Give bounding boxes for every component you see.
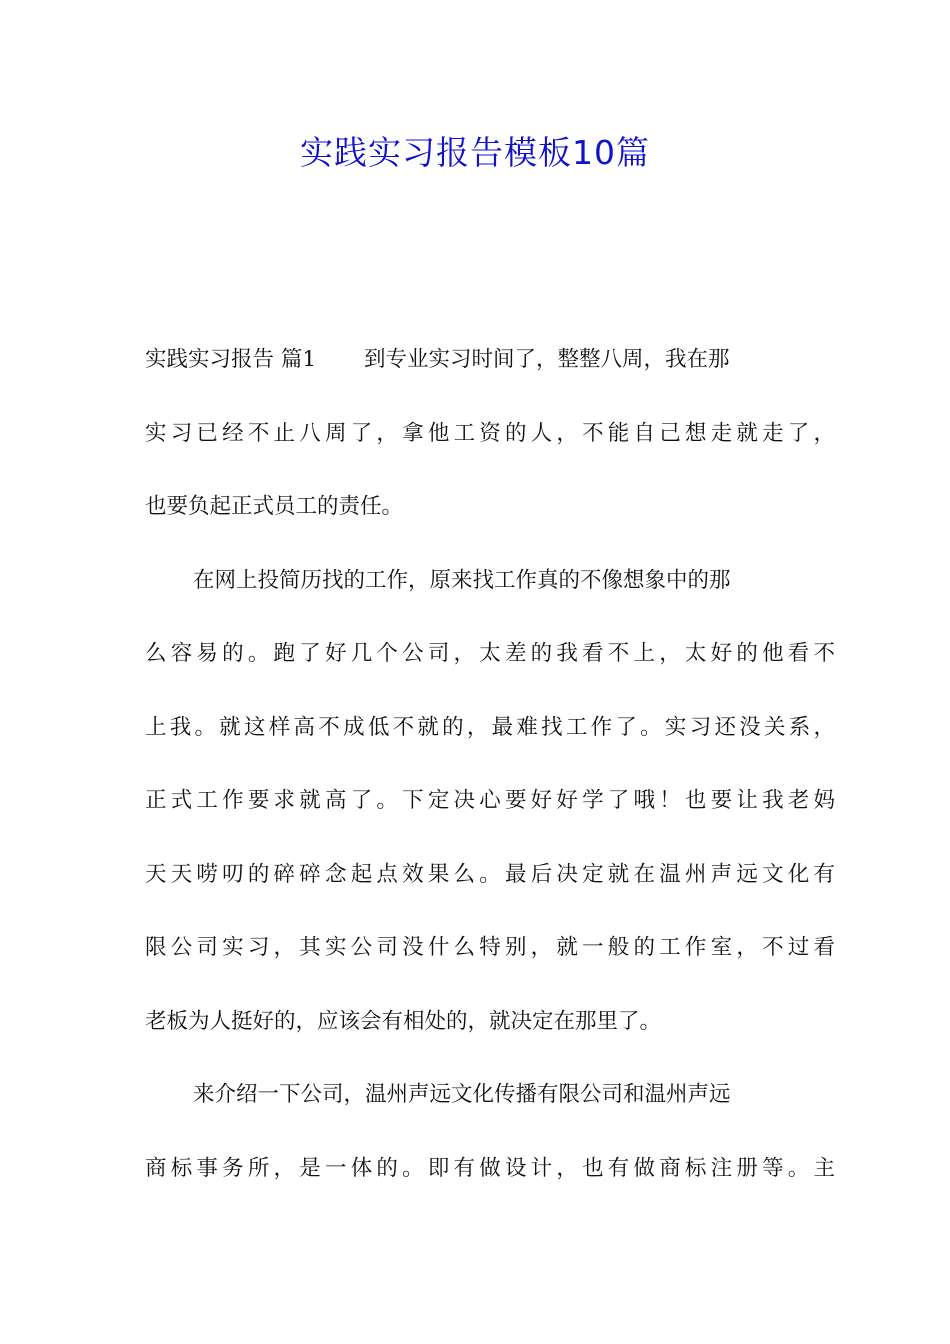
paragraph-text: 到专业实习时间了，整整八周，我在那	[364, 347, 730, 372]
paragraph-line: 也要负起正式员工的责任。	[145, 494, 404, 519]
paragraph-line: 限公司实习，其实公司没什么特别，就一般的工作室，不过看	[145, 935, 835, 960]
paragraph-line: 实习已经不止八周了，拿他工资的人，不能自己想走就走了，	[145, 420, 835, 446]
paragraph-line: 在网上投简历找的工作，原来找工作真的不像想象中的那	[193, 567, 731, 593]
document-body	[145, 336, 835, 1218]
paragraph-line: 商标事务所，是一体的。即有做设计，也有做商标注册等。主	[145, 1155, 835, 1181]
paragraph-line: 上我。就这样高不成低不就的，最难找工作了。实习还没关系，	[145, 714, 835, 740]
paragraph-line: 么容易的。跑了好几个公司，太差的我看不上，太好的他看不	[145, 641, 835, 666]
paragraph-line: 天天唠叨的碎碎念起点效果么。最后决定就在温州声远文化有	[145, 861, 835, 887]
paragraph-line: 来介绍一下公司，温州声远文化传播有限公司和温州声远	[193, 1082, 731, 1107]
section-heading: 实践实习报告 篇1	[145, 347, 317, 372]
document-title: 实践实习报告模板10篇	[300, 133, 650, 172]
paragraph-line: 正式工作要求就高了。下定决心要好好学了哦！也要让我老妈	[145, 788, 835, 813]
paragraph-line: 老板为人挺好的，应该会有相处的，就决定在那里了。	[145, 1008, 662, 1034]
paragraph-line	[145, 336, 835, 410]
